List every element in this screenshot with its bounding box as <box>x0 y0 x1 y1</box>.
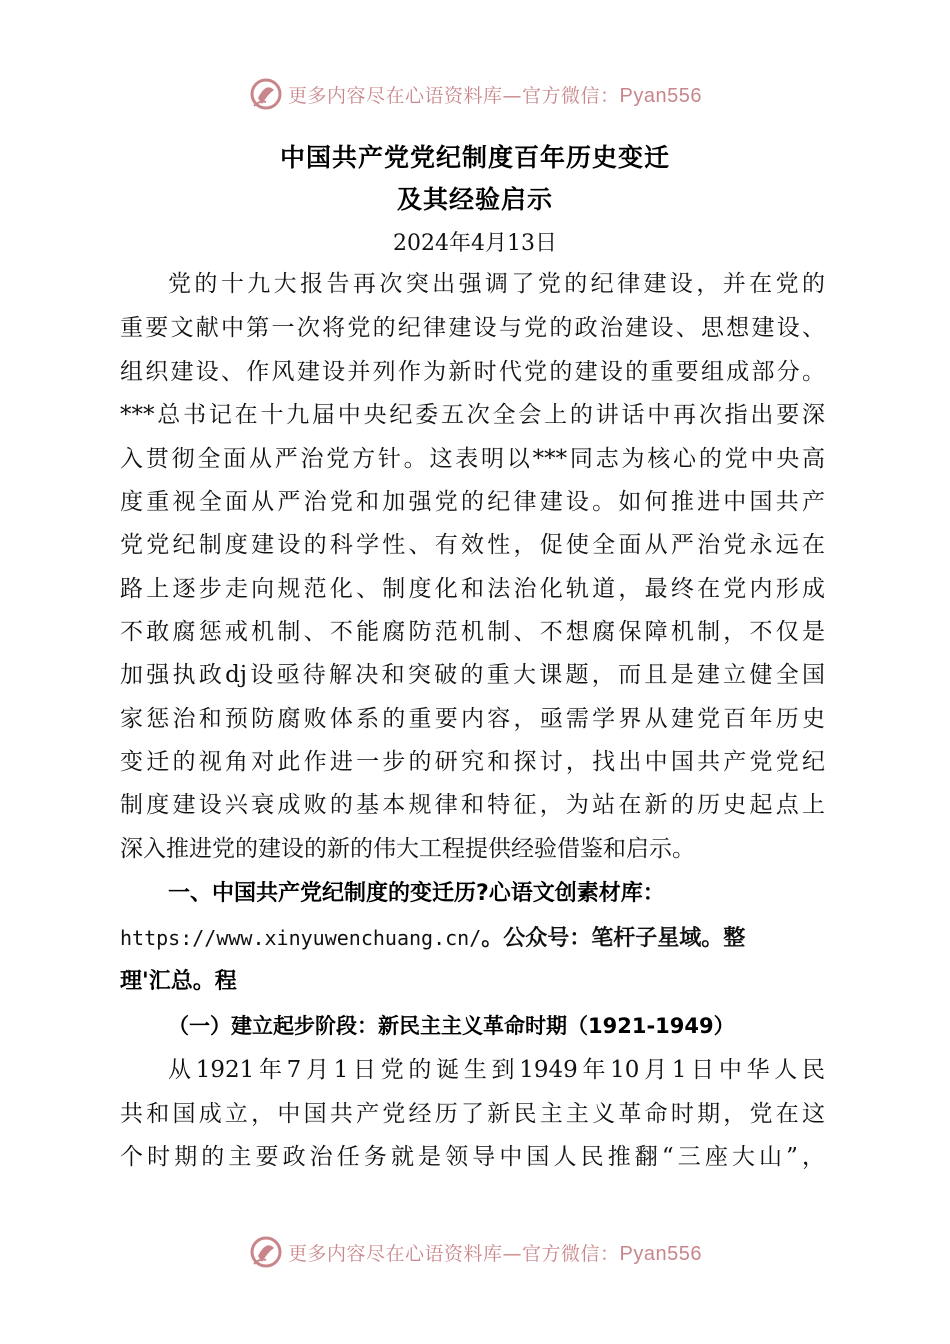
section-heading-tail: 理'汇总。程 <box>120 969 237 994</box>
brand-logo-icon <box>248 1234 284 1270</box>
brand-logo-icon <box>248 76 284 112</box>
watermark-text: 更多内容尽在心语资料库—官方微信：Pyan556 <box>288 84 702 107</box>
paragraph-line: 从1921年7月1日党的诞生到1949年10月1日中华人民 <box>168 1057 825 1083</box>
paragraph-line: 入贯彻全面从严治党方针。这表明以***同志为核心的党中央高 <box>120 446 825 472</box>
paragraph-line: 组织建设、作风建设并列作为新时代党的建设的重要组成部分。 <box>120 359 825 385</box>
section-heading-url-line: https://www.xinyuwenchuang.cn/。公众号：笔杆子星域。整 <box>120 926 746 951</box>
paragraph-line: 变迁的视角对此作进一步的研究和探讨，找出中国共产党党纪 <box>120 749 825 775</box>
paragraph-line: 路上逐步走向规范化、制度化和法治化轨道，最终在党内形成 <box>120 576 825 602</box>
paragraph-line: 家惩治和预防腐败体系的重要内容，亟需学界从建党百年历史 <box>120 706 825 732</box>
document-title: 中国共产党党纪制度百年历史变迁 <box>279 143 670 172</box>
section-heading: 一、中国共产党纪制度的变迁历?心语文创素材库： <box>168 881 665 906</box>
watermark-footer <box>0 1230 950 1274</box>
source-url-link[interactable]: https://www.xinyuwenchuang.cn/ <box>120 926 482 950</box>
watermark-text: 更多内容尽在心语资料库—官方微信：Pyan556 <box>288 1242 702 1265</box>
paragraph-line: 加强执政dj设亟待解决和突破的重大课题，而且是建立健全国 <box>120 662 825 688</box>
watermark-header <box>0 72 950 116</box>
paragraph-line: 党的十九大报告再次突出强调了党的纪律建设，并在党的 <box>168 271 825 297</box>
paragraph-line: 重要文献中第一次将党的纪律建设与党的政治建设、思想建设、 <box>120 315 825 341</box>
paragraph-line: 深入推进党的建设的新的伟大工程提供经验借鉴和启示。 <box>120 836 695 862</box>
paragraph-line: ***总书记在十九届中央纪委五次全会上的讲话中再次指出要深 <box>120 402 825 428</box>
document-subtitle: 及其经验启示 <box>396 185 553 214</box>
paragraph-line: 共和国成立，中国共产党经历了新民主主义革命时期，党在这 <box>120 1101 825 1127</box>
subsection-heading: （一）建立起步阶段：新民主主义革命时期（1921-1949） <box>168 1014 735 1038</box>
paragraph-line: 度重视全面从严治党和加强党的纪律建设。如何推进中国共产 <box>120 489 825 515</box>
paragraph-line: 制度建设兴衰成败的基本规律和特征，为站在新的历史起点上 <box>120 792 825 818</box>
document-date: 2024年4月13日 <box>393 231 557 256</box>
paragraph-line: 个时期的主要政治任务就是领导中国人民推翻“三座大山”， <box>120 1144 825 1170</box>
paragraph-line: 不敢腐惩戒机制、不能腐防范机制、不想腐保障机制，不仅是 <box>120 619 825 645</box>
paragraph-line: 党党纪制度建设的科学性、有效性，促使全面从严治党永远在 <box>120 532 825 558</box>
